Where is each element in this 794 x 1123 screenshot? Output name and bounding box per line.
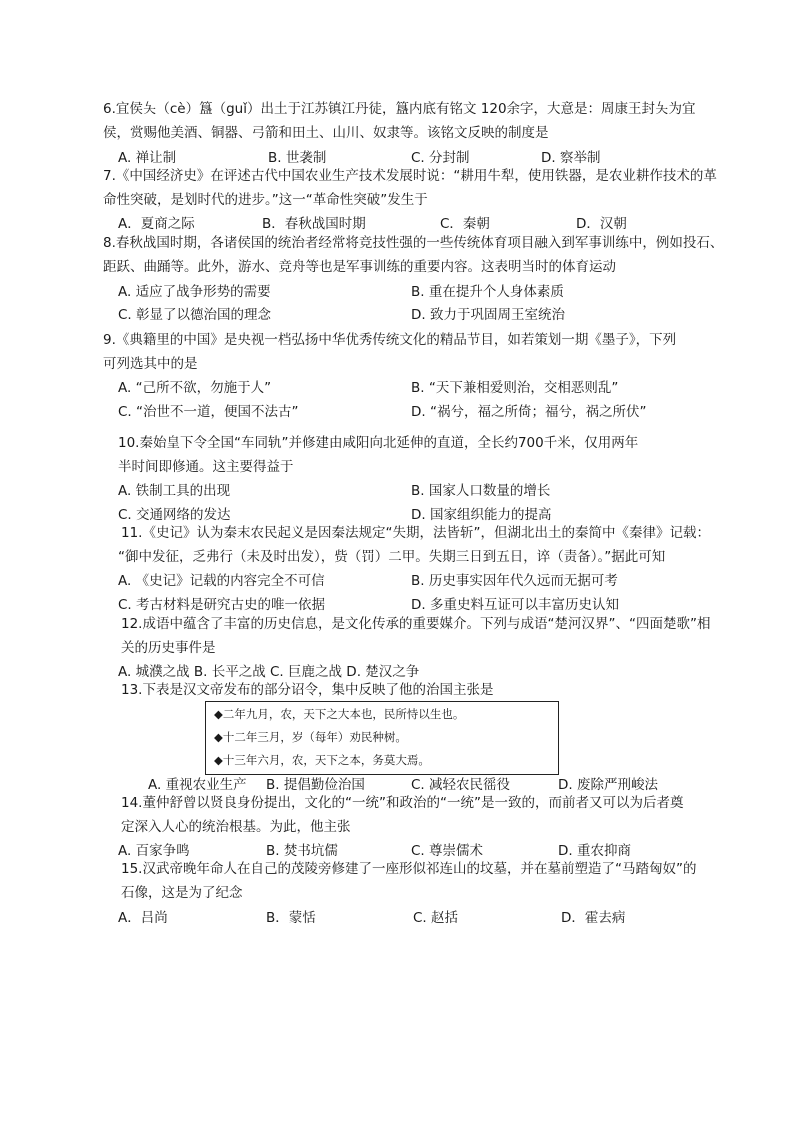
q6-stem-line1: 6.宜侯夨（cè）簋（guǐ）出土于江苏镇江丹徒，簋内底有铭文 120余字，大意是：周康王封夨为宜 <box>103 101 696 117</box>
q8-option-c[interactable]: C. 彰显了以德治国的理念 <box>118 307 272 323</box>
q14-option-b[interactable]: B. 焚书坑儒 <box>266 843 338 859</box>
q9-option-a[interactable]: A. “己所不欲，勿施于人” <box>118 380 272 396</box>
q12-options[interactable]: A. 城濮之战 B. 长平之战 C. 巨鹿之战 D. 楚汉之争 <box>118 664 420 680</box>
q8-option-b[interactable]: B. 重在提升个人身体素质 <box>411 284 564 300</box>
q10-option-d[interactable]: D. 国家组织能力的提高 <box>411 507 552 523</box>
q8-stem-line1: 8.春秋战国时期，各诸侯国的统治者经常将竞技性强的一些传统体育项目融入到军事训练中，例如投石、 <box>103 235 724 251</box>
q15-option-c[interactable]: C. 赵括 <box>413 910 459 926</box>
q13-stem: 13.下表是汉文帝发布的部分诏令，集中反映了他的治国主张是 <box>121 682 494 698</box>
edict-row-2: ◆十二年三月，岁（每年）劝民种树。 <box>214 730 407 744</box>
q15-stem-line1: 15.汉武帝晚年命人在自己的茂陵旁修建了一座形似祁连山的坟墓，并在墓前塑造了“马踏匈奴”的 <box>121 861 697 877</box>
q12-stem-line1: 12.成语中蕴含了丰富的历史信息，是文化传承的重要媒介。下列与成语“楚河汉界”、“四面楚歌”相 <box>121 616 711 632</box>
q15-option-b[interactable]: B．蒙恬 <box>266 910 316 926</box>
q6-option-a[interactable]: A. 禅让制 <box>118 150 177 166</box>
q15-stem-line2: 石像，这是为了纪念 <box>121 885 243 901</box>
q13-option-d[interactable]: D. 废除严刑峻法 <box>558 777 658 793</box>
q9-option-d[interactable]: D. “祸兮，福之所倚；福兮，祸之所伏” <box>411 404 647 420</box>
q8-stem-line2: 距跃、曲踊等。此外，游水、竞舟等也是军事训练的重要内容。这表明当时的体育运动 <box>103 259 616 275</box>
q7-option-b[interactable]: B．春秋战国时期 <box>262 216 366 232</box>
edict-table <box>205 701 559 775</box>
q10-stem-line2: 半时间即修通。这主要得益于 <box>118 459 294 475</box>
q7-stem-line1: 7.《中国经济史》在评述古代中国农业生产技术发展时说：“耕用牛犁，使用铁器，是农业耕作技术的革 <box>103 168 717 184</box>
q7-option-c[interactable]: C．秦朝 <box>440 216 490 232</box>
q9-option-c[interactable]: C. “治世不一道，便国不法古” <box>118 404 299 420</box>
edict-row-1: ◆二年九月，农，天下之大本也，民所恃以生也。 <box>214 707 465 721</box>
q11-stem-line2: “御中发征，乏弗行（未及时出发），赀（罚）二甲。失期三日到五日，谇（责备）。”据此可知 <box>118 549 666 565</box>
q10-option-b[interactable]: B. 国家人口数量的增长 <box>411 483 551 499</box>
q6-option-d[interactable]: D. 察举制 <box>541 150 601 166</box>
q6-stem-line2: 侯，赏赐他美酒、铜器、弓箭和田土、山川、奴隶等。该铭文反映的制度是 <box>103 125 549 141</box>
q15-option-a[interactable]: A．吕尚 <box>118 910 168 926</box>
q6-option-c[interactable]: C. 分封制 <box>411 150 470 166</box>
q11-option-c[interactable]: C. 考古材料是研究古史的唯一依据 <box>118 597 326 613</box>
q8-option-d[interactable]: D. 致力于巩固周王室统治 <box>411 307 565 323</box>
q14-option-a[interactable]: A. 百家争鸣 <box>118 843 190 859</box>
q9-option-b[interactable]: B. “天下兼相爱则治，交相恶则乱” <box>411 380 619 396</box>
q14-option-d[interactable]: D. 重农抑商 <box>558 843 631 859</box>
q15-option-d[interactable]: D．霍去病 <box>561 910 626 926</box>
q10-option-c[interactable]: C. 交通网络的发达 <box>118 507 231 523</box>
q11-option-d[interactable]: D. 多重史料互证可以丰富历史认知 <box>411 597 619 613</box>
q7-option-a[interactable]: A．夏商之际 <box>118 216 195 232</box>
q13-option-b[interactable]: B. 提倡勤俭治国 <box>266 777 365 793</box>
q13-option-c[interactable]: C. 减轻农民徭役 <box>411 777 511 793</box>
q7-stem-line2: 命性突破，是划时代的进步。”这一“革命性突破”发生于 <box>103 192 428 208</box>
q10-stem-line1: 10.秦始皇下令全国“车同轨”并修建由咸阳向北延伸的直道，全长约700千米，仅用两年 <box>118 435 639 451</box>
q14-stem-line1: 14.董仲舒曾以贤良身份提出，文化的“一统”和政治的“一统”是一致的，而前者又可以为后者奠 <box>121 795 684 811</box>
q9-stem-line2: 可列选其中的是 <box>103 356 198 372</box>
q7-option-d[interactable]: D．汉朝 <box>576 216 627 232</box>
q13-option-a[interactable]: A. 重视农业生产 <box>148 777 247 793</box>
q9-stem-line1: 9.《典籍里的中国》是央视一档弘扬中华优秀传统文化的精品节目，如若策划一期《墨子》，下列 <box>103 332 677 348</box>
q10-option-a[interactable]: A. 铁制工具的出现 <box>118 483 231 499</box>
q14-option-c[interactable]: C. 尊崇儒术 <box>411 843 484 859</box>
q6-option-b[interactable]: B. 世袭制 <box>268 150 327 166</box>
q11-option-b[interactable]: B. 历史事实因年代久远而无据可考 <box>411 573 618 589</box>
q11-stem-line1: 11.《史记》认为秦末农民起义是因秦法规定“失期，法皆斩”，但湖北出土的秦简中《秦律》记载： <box>121 525 710 541</box>
edict-row-3: ◆十三年六月，农，天下之本，务莫大焉。 <box>214 753 430 767</box>
q12-stem-line2: 关的历史事件是 <box>121 640 216 656</box>
q14-stem-line2: 定深入人心的统治根基。为此，他主张 <box>121 819 351 835</box>
q8-option-a[interactable]: A. 适应了战争形势的需要 <box>118 284 271 300</box>
q11-option-a[interactable]: A. 《史记》记载的内容完全不可信 <box>118 573 325 589</box>
